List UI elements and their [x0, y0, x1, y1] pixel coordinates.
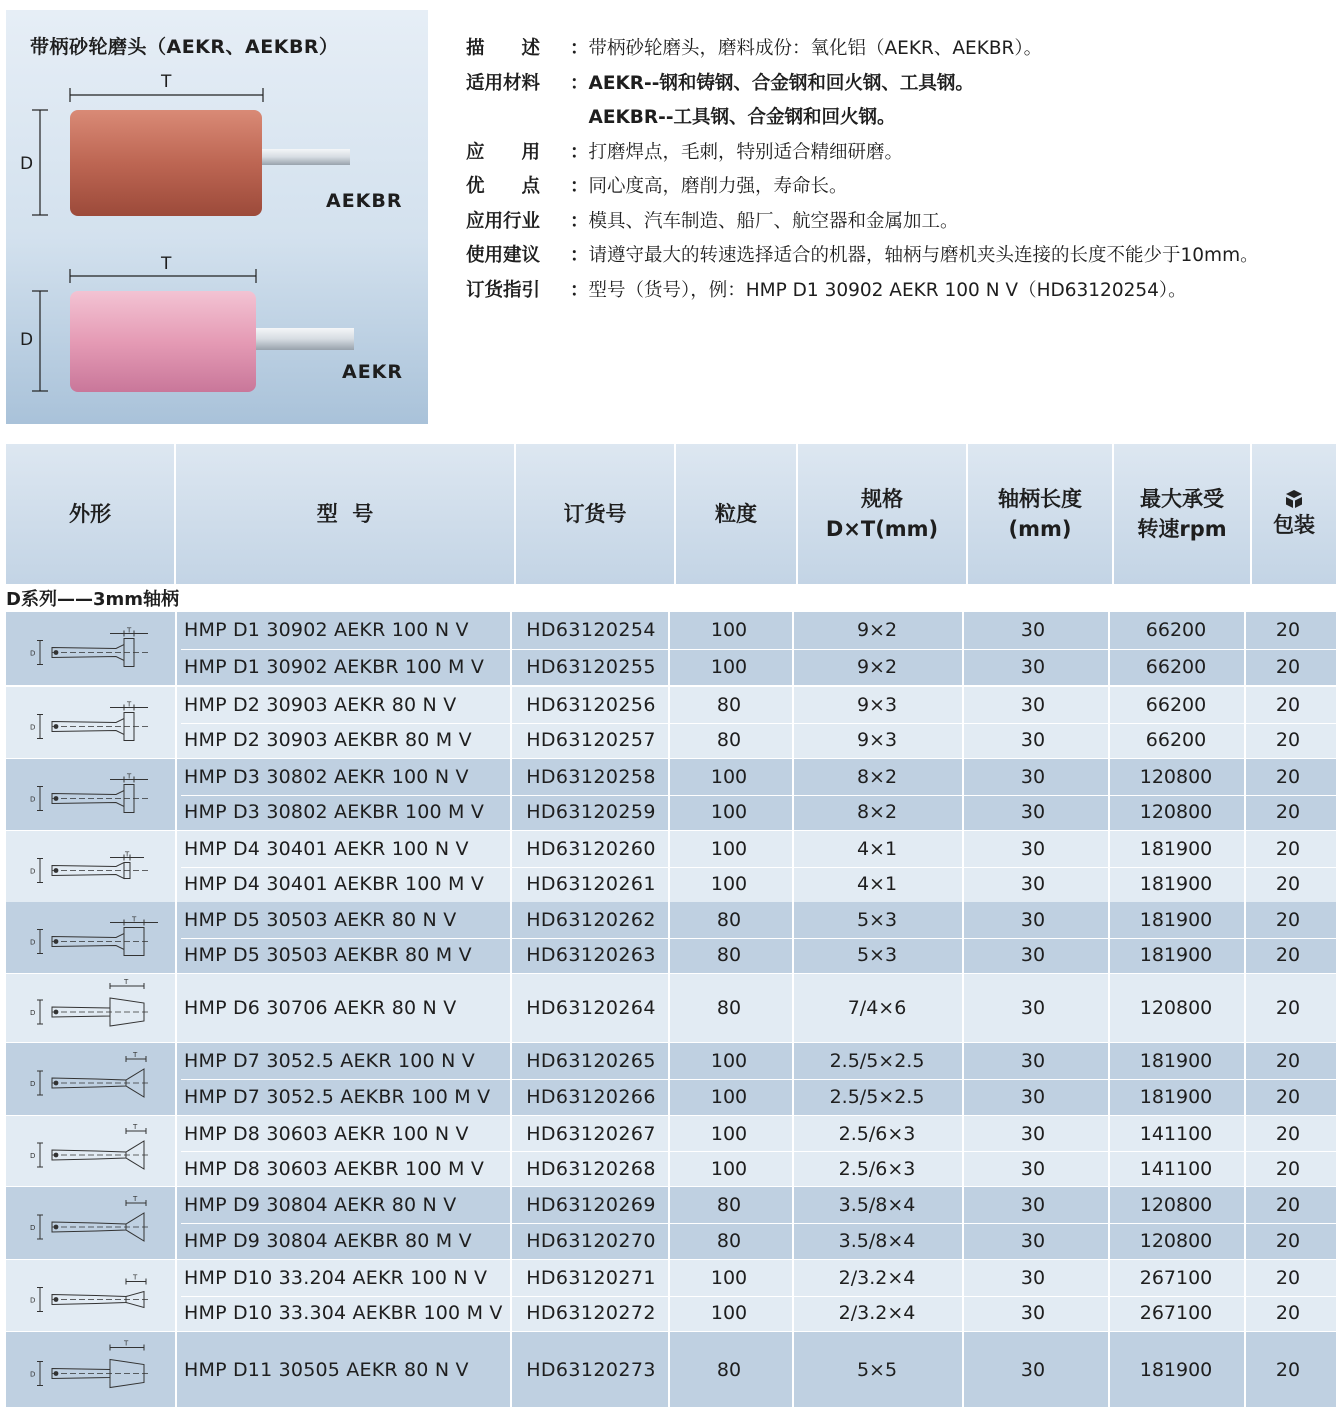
- model-cell: HMP D10 33.304 AEKBR 100 M V: [184, 1302, 503, 1324]
- max-rpm-cell: 267100: [1139, 1267, 1213, 1289]
- aekr-shank: [251, 328, 354, 350]
- package-qty-cell: 20: [1275, 1086, 1301, 1108]
- shank-length-cell: 30: [1020, 838, 1046, 860]
- package-qty-cell: 20: [1275, 694, 1301, 716]
- description-value: AEKBR--工具钢、合金钢和回火钢。: [588, 107, 896, 128]
- description-row: [466, 170, 1259, 205]
- shank-length-cell: 30: [1020, 729, 1046, 751]
- column-divider: [175, 1332, 177, 1407]
- order-number-cell: HD63120271: [526, 1267, 656, 1289]
- spec-cell: 2.5/6×3: [838, 1123, 916, 1145]
- shank-length-cell: 30: [1020, 619, 1046, 641]
- dim-t-label: T: [161, 72, 172, 92]
- model-cell: HMP D7 3052.5 AEKBR 100 M V: [184, 1086, 491, 1108]
- aekr-label: AEKR: [342, 361, 404, 383]
- shank-length-cell: 30: [1020, 909, 1046, 931]
- shank-length-cell: 30: [1020, 1267, 1046, 1289]
- shape-cell: [6, 1187, 176, 1259]
- model-cell: HMP D7 3052.5 AEKR 100 N V: [184, 1050, 475, 1072]
- grit-cell: 80: [716, 997, 742, 1019]
- table-row-group: [6, 759, 1336, 830]
- column-divider: [175, 902, 177, 973]
- max-rpm-cell: 141100: [1139, 1158, 1213, 1180]
- model-cell: HMP D9 30804 AEKR 80 N V: [184, 1194, 457, 1216]
- order-number-cell: HD63120266: [526, 1086, 656, 1108]
- table-row-group: [6, 1116, 1336, 1186]
- description-row: [466, 239, 1259, 274]
- max-rpm-cell: 120800: [1139, 1230, 1213, 1252]
- dim-t-label: T: [161, 254, 172, 274]
- model-cell: HMP D8 30603 AEKR 100 N V: [184, 1123, 469, 1145]
- order-number-cell: HD63120263: [526, 944, 656, 966]
- max-rpm-cell: 120800: [1139, 1194, 1213, 1216]
- spec-cell: 9×3: [856, 729, 898, 751]
- shape-cell: [6, 1260, 176, 1331]
- svg-text:T: T: [127, 772, 132, 781]
- svg-text:D: D: [30, 1296, 36, 1305]
- shape-cell: [6, 1332, 176, 1407]
- model-cell: HMP D8 30603 AEKBR 100 M V: [184, 1158, 485, 1180]
- grit-cell: 100: [710, 1050, 748, 1072]
- model-cell: HMP D5 30503 AEKR 80 N V: [184, 909, 457, 931]
- model-cell: HMP D9 30804 AEKBR 80 M V: [184, 1230, 472, 1252]
- package-qty-cell: 20: [1275, 944, 1301, 966]
- shape-cell: [6, 1043, 176, 1115]
- description-row: [466, 32, 1259, 67]
- max-rpm-cell: 120800: [1139, 997, 1213, 1019]
- description-block: [466, 32, 1259, 308]
- order-number-cell: HD63120255: [526, 656, 656, 678]
- description-separator: ：: [570, 210, 589, 232]
- order-number-cell: HD63120265: [526, 1050, 656, 1072]
- shank-length-cell: 30: [1020, 1302, 1046, 1324]
- grit-cell: 80: [716, 1359, 742, 1381]
- spec-cell: 4×1: [856, 873, 898, 895]
- shank-length-cell: 30: [1020, 1050, 1046, 1072]
- model-cell: HMP D1 30902 AEKR 100 N V: [184, 619, 469, 641]
- package-qty-cell: 20: [1275, 838, 1301, 860]
- grit-cell: 100: [710, 838, 748, 860]
- order-number-cell: HD63120264: [526, 997, 656, 1019]
- grit-cell: 80: [716, 729, 742, 751]
- package-qty-cell: 20: [1275, 1050, 1301, 1072]
- aekr-stone: [70, 291, 256, 392]
- order-number-cell: HD63120267: [526, 1123, 656, 1145]
- column-divider: [175, 1260, 177, 1331]
- shape-cell: [6, 902, 176, 973]
- table-row-group: [6, 902, 1336, 973]
- max-rpm-cell: 66200: [1145, 619, 1207, 641]
- package-qty-cell: 20: [1275, 801, 1301, 823]
- table-row-group: [6, 974, 1336, 1042]
- max-rpm-cell: 141100: [1139, 1123, 1213, 1145]
- spec-cell: 2.5/5×2.5: [829, 1086, 925, 1108]
- product-image-panel: [6, 10, 428, 424]
- max-rpm-cell: 181900: [1139, 1086, 1213, 1108]
- table-row-group: [6, 1187, 1336, 1259]
- package-qty-cell: 20: [1275, 766, 1301, 788]
- svg-text:D: D: [30, 723, 36, 732]
- cylinder-shape-drawing: [6, 902, 176, 973]
- grit-cell: 100: [710, 1086, 748, 1108]
- package-qty-cell: 20: [1275, 1194, 1301, 1216]
- column-divider: [175, 759, 177, 830]
- model-cell: HMP D4 30401 AEKR 100 N V: [184, 838, 469, 860]
- order-number-cell: HD63120256: [526, 694, 656, 716]
- description-key: 使用建议: [466, 245, 541, 266]
- shank-length-cell: 30: [1020, 1194, 1046, 1216]
- svg-text:T: T: [133, 1195, 138, 1203]
- description-value: 请遵守最大的转速选择适合的机器，轴柄与磨机夹头连接的长度不能少于10mm。: [588, 245, 1259, 266]
- package-qty-cell: 20: [1275, 619, 1301, 641]
- max-rpm-cell: 120800: [1139, 801, 1213, 823]
- grit-cell: 80: [716, 1230, 742, 1252]
- header-shank-length: 轴柄长度 (mm): [968, 444, 1114, 584]
- order-number-cell: HD63120258: [526, 766, 656, 788]
- column-divider: [175, 1116, 177, 1186]
- grit-cell: 100: [710, 619, 748, 641]
- series-title: D系列——3mm轴柄: [6, 589, 179, 610]
- svg-text:T: T: [132, 915, 137, 924]
- svg-text:D: D: [30, 1370, 36, 1379]
- column-divider: [175, 1043, 177, 1115]
- model-cell: HMP D10 33.204 AEKR 100 N V: [184, 1267, 488, 1289]
- grit-cell: 80: [716, 1194, 742, 1216]
- column-divider: [175, 612, 177, 685]
- column-divider: [175, 974, 177, 1042]
- grit-cell: 100: [710, 656, 748, 678]
- shank-length-cell: 30: [1020, 1158, 1046, 1180]
- description-separator: ：: [570, 72, 589, 94]
- max-rpm-cell: 181900: [1139, 1050, 1213, 1072]
- svg-text:D: D: [30, 938, 36, 947]
- package-qty-cell: 20: [1275, 1359, 1301, 1381]
- spec-cell: 2.5/6×3: [838, 1158, 916, 1180]
- header-package: 包装: [1252, 444, 1336, 584]
- description-separator: ：: [570, 38, 589, 59]
- dim-d-label: D: [20, 330, 34, 350]
- order-number-cell: HD63120262: [526, 909, 656, 931]
- svg-text:D: D: [30, 867, 36, 876]
- shape-cell: [6, 759, 176, 830]
- header-model: 型 号: [176, 444, 516, 584]
- header-max-rpm: 最大承受 转速rpm: [1114, 444, 1252, 584]
- spec-cell: 4×1: [856, 838, 898, 860]
- shape-cell: [6, 831, 176, 902]
- model-cell: HMP D2 30903 AEKR 80 N V: [184, 694, 457, 716]
- package-qty-cell: 20: [1275, 909, 1301, 931]
- order-number-cell: HD63120254: [526, 619, 656, 641]
- spec-cell: 5×3: [856, 944, 898, 966]
- shank-length-cell: 30: [1020, 694, 1046, 716]
- svg-text:D: D: [30, 1080, 36, 1088]
- description-key: 适用材料: [466, 72, 541, 94]
- description-value: 型号（货号），例：HMP D1 30902 AEKR 100 N V（HD63120254）。: [588, 279, 1187, 301]
- description-value: 同心度高，磨削力强，寿命长。: [588, 176, 848, 197]
- aekbr-shank: [256, 149, 350, 165]
- model-cell: HMP D3 30802 AEKR 100 N V: [184, 766, 469, 788]
- aekbr-label: AEKBR: [326, 190, 403, 212]
- model-cell: HMP D2 30903 AEKBR 80 M V: [184, 729, 472, 751]
- shank-length-cell: 30: [1020, 1230, 1046, 1252]
- order-number-cell: HD63120260: [526, 838, 656, 860]
- table-row-group: [6, 831, 1336, 902]
- shank-length-cell: 30: [1020, 656, 1046, 678]
- shape-cell: [6, 1116, 176, 1186]
- header-spec: 规格 D×T(mm): [798, 444, 968, 584]
- package-qty-cell: 20: [1275, 1267, 1301, 1289]
- grit-cell: 80: [716, 909, 742, 931]
- column-divider: [175, 687, 177, 758]
- description-value: 打磨焊点，毛刺，特别适合精细研磨。: [588, 141, 904, 163]
- order-number-cell: HD63120259: [526, 801, 656, 823]
- svg-text:T: T: [127, 626, 132, 635]
- description-row: [466, 205, 1259, 240]
- svg-text:T: T: [133, 1123, 138, 1131]
- svg-text:T: T: [133, 1051, 138, 1059]
- grit-cell: 100: [710, 1158, 748, 1180]
- description-separator: ：: [570, 245, 589, 266]
- description-separator: ：: [570, 279, 589, 301]
- package-qty-cell: 20: [1275, 1158, 1301, 1180]
- order-number-cell: HD63120272: [526, 1302, 656, 1324]
- shank-length-cell: 30: [1020, 801, 1046, 823]
- description-separator: ：: [570, 176, 589, 197]
- product-title: 带柄砂轮磨头（AEKR、AEKBR）: [30, 36, 339, 58]
- description-value: 带柄砂轮磨头，磨料成份：氧化铝（AEKR、AEKBR）。: [588, 38, 1043, 59]
- description-value: AEKR--钢和铸钢、合金钢和回火钢、工具钢。: [588, 72, 974, 94]
- table-header: [6, 444, 1336, 584]
- description-row: [466, 136, 1259, 171]
- spec-cell: 8×2: [856, 766, 898, 788]
- svg-text:T: T: [124, 978, 129, 986]
- description-row: [466, 101, 1259, 136]
- description-key: 订货指引: [466, 279, 541, 301]
- grit-cell: 100: [710, 801, 748, 823]
- table-row-group: [6, 1332, 1336, 1407]
- grit-cell: 100: [710, 1302, 748, 1324]
- description-row: [466, 274, 1259, 309]
- order-number-cell: HD63120270: [526, 1230, 656, 1252]
- shape-cell: [6, 687, 176, 758]
- model-cell: HMP D4 30401 AEKBR 100 M V: [184, 873, 485, 895]
- package-qty-cell: 20: [1275, 656, 1301, 678]
- taper-shape-drawing: [6, 1116, 176, 1186]
- spec-cell: 2/3.2×4: [838, 1267, 916, 1289]
- max-rpm-cell: 181900: [1139, 909, 1213, 931]
- spec-cell: 2.5/5×2.5: [829, 1050, 925, 1072]
- grit-cell: 100: [710, 1267, 748, 1289]
- order-number-cell: HD63120257: [526, 729, 656, 751]
- svg-text:T: T: [127, 700, 132, 709]
- max-rpm-cell: 267100: [1139, 1302, 1213, 1324]
- svg-text:D: D: [30, 795, 36, 804]
- max-rpm-cell: 66200: [1145, 729, 1207, 751]
- spec-cell: 9×2: [856, 656, 898, 678]
- taper-small-shape-drawing: [6, 1260, 176, 1331]
- box-icon: [1283, 488, 1305, 510]
- table-row-group: [6, 612, 1336, 685]
- column-divider: [175, 1187, 177, 1259]
- description-key: 应 用: [466, 141, 541, 163]
- cone-shape-drawing: [6, 1332, 176, 1407]
- svg-text:D: D: [30, 1224, 36, 1232]
- shank-length-cell: 30: [1020, 997, 1046, 1019]
- shank-length-cell: 30: [1020, 766, 1046, 788]
- shape-cell: [6, 612, 176, 685]
- description-separator: ：: [570, 141, 589, 163]
- grit-cell: 80: [716, 944, 742, 966]
- header-shape: 外形: [6, 444, 176, 584]
- grit-cell: 100: [710, 1123, 748, 1145]
- package-qty-cell: 20: [1275, 1302, 1301, 1324]
- max-rpm-cell: 66200: [1145, 656, 1207, 678]
- order-number-cell: HD63120269: [526, 1194, 656, 1216]
- column-divider: [175, 831, 177, 902]
- package-qty-cell: 20: [1275, 873, 1301, 895]
- grit-cell: 80: [716, 694, 742, 716]
- table-row-group: [6, 1043, 1336, 1115]
- svg-text:T: T: [133, 1273, 138, 1282]
- description-value: 模具、汽车制造、船厂、航空器和金属加工。: [588, 210, 959, 232]
- taper-shape-drawing: [6, 1187, 176, 1259]
- header-grit: 粒度: [676, 444, 798, 584]
- spec-cell: 7/4×6: [847, 997, 907, 1019]
- shank-length-cell: 30: [1020, 1123, 1046, 1145]
- cone-shape-drawing: [6, 974, 176, 1042]
- table-row-group: [6, 1260, 1336, 1331]
- description-key: 应用行业: [466, 210, 541, 232]
- model-cell: HMP D3 30802 AEKBR 100 M V: [184, 801, 485, 823]
- grit-cell: 100: [710, 766, 748, 788]
- spec-cell: 5×5: [856, 1359, 898, 1381]
- package-qty-cell: 20: [1275, 1123, 1301, 1145]
- spec-cell: 9×2: [856, 619, 898, 641]
- max-rpm-cell: 181900: [1139, 873, 1213, 895]
- description-row: [466, 67, 1259, 102]
- grit-cell: 100: [710, 873, 748, 895]
- spec-cell: 3.5/8×4: [838, 1194, 916, 1216]
- svg-text:T: T: [125, 850, 130, 859]
- order-number-cell: HD63120273: [526, 1359, 656, 1381]
- max-rpm-cell: 181900: [1139, 944, 1213, 966]
- package-qty-cell: 20: [1275, 1230, 1301, 1252]
- package-qty-cell: 20: [1275, 997, 1301, 1019]
- spec-cell: 3.5/8×4: [838, 1230, 916, 1252]
- disc-shape-drawing: [6, 759, 176, 830]
- description-key: 优 点: [466, 176, 541, 197]
- shank-length-cell: 30: [1020, 1359, 1046, 1381]
- table-row-group: [6, 687, 1336, 758]
- spec-cell: 2/3.2×4: [838, 1302, 916, 1324]
- model-cell: HMP D5 30503 AEKBR 80 M V: [184, 944, 472, 966]
- description-key: 描 述: [466, 38, 541, 59]
- svg-text:D: D: [30, 649, 36, 658]
- shank-length-cell: 30: [1020, 944, 1046, 966]
- max-rpm-cell: 66200: [1145, 694, 1207, 716]
- dim-d-label: D: [20, 154, 34, 174]
- svg-text:T: T: [124, 1339, 129, 1348]
- model-cell: HMP D1 30902 AEKBR 100 M V: [184, 656, 485, 678]
- shank-length-cell: 30: [1020, 873, 1046, 895]
- taper-shape-drawing: [6, 1043, 176, 1115]
- disc-shape-drawing: [6, 687, 176, 758]
- header-order-no: 订货号: [516, 444, 676, 584]
- disc-small-shape-drawing: [6, 831, 176, 902]
- spec-cell: 9×3: [856, 694, 898, 716]
- order-number-cell: HD63120268: [526, 1158, 656, 1180]
- description-separator: [570, 107, 589, 128]
- max-rpm-cell: 181900: [1139, 838, 1213, 860]
- order-number-cell: HD63120261: [526, 873, 656, 895]
- svg-text:D: D: [30, 1009, 36, 1017]
- package-qty-cell: 20: [1275, 729, 1301, 751]
- spec-cell: 5×3: [856, 909, 898, 931]
- spec-cell: 8×2: [856, 801, 898, 823]
- aekbr-stone: [70, 110, 262, 216]
- shank-length-cell: 30: [1020, 1086, 1046, 1108]
- model-cell: HMP D6 30706 AEKR 80 N V: [184, 997, 457, 1019]
- max-rpm-cell: 181900: [1139, 1359, 1213, 1381]
- model-cell: HMP D11 30505 AEKR 80 N V: [184, 1359, 469, 1381]
- shape-cell: [6, 974, 176, 1042]
- disc-shape-drawing: [6, 612, 176, 685]
- svg-text:D: D: [30, 1152, 36, 1160]
- max-rpm-cell: 120800: [1139, 766, 1213, 788]
